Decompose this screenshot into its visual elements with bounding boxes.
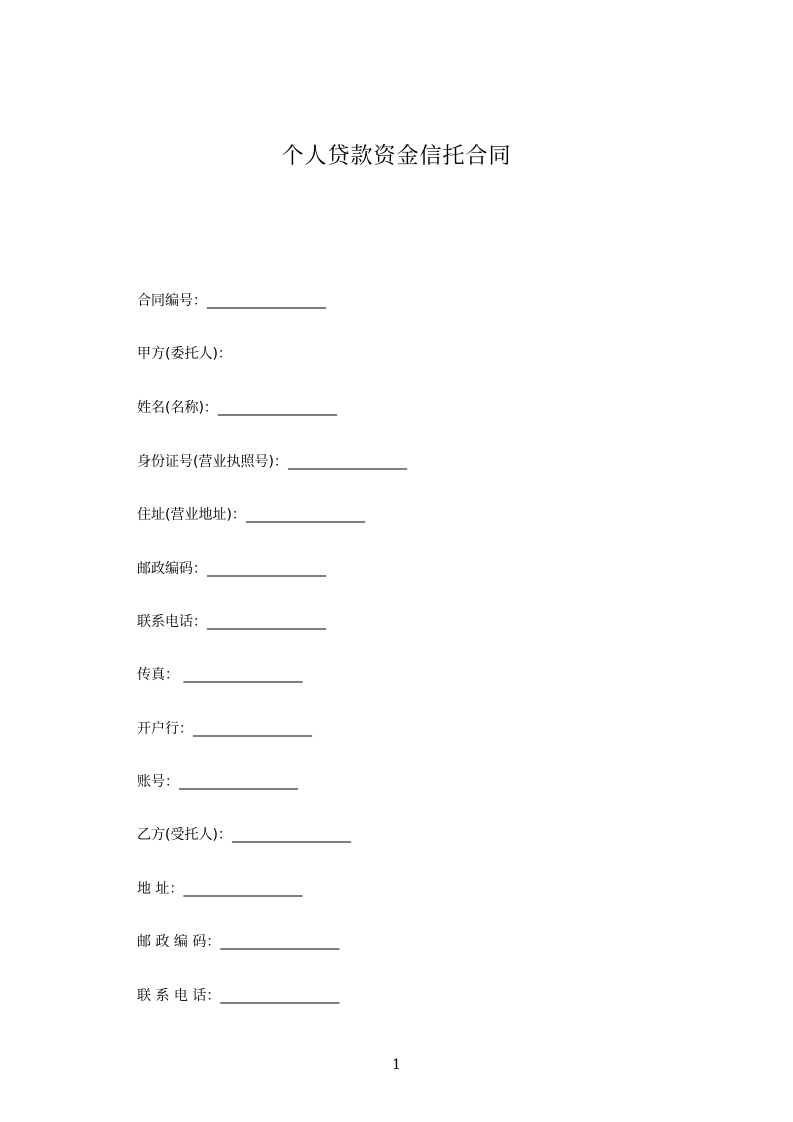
fill-blank: _________________ [183,881,303,897]
field-party-b-phone [137,986,339,1006]
field-label: 邮政编码： [137,561,207,577]
field-party-a-heading [137,344,232,364]
field-contract-number [137,291,326,311]
field-party-a-fax [137,665,302,685]
fill-blank: _________________ [220,934,340,950]
field-label: 账号： [137,774,179,790]
fill-blank: _________________ [231,827,351,843]
fill-blank: _________________ [287,454,407,470]
fill-blank: _________________ [207,293,326,309]
field-party-a-address [137,505,365,525]
fill-blank: _________________ [220,988,340,1004]
field-label: 联系电话： [137,614,207,630]
field-label: 住址(营业地址)： [137,507,246,523]
field-label: 乙方(受托人)： [137,827,232,843]
fill-blank: _________________ [179,667,303,683]
fill-blank: _________________ [207,614,326,630]
fill-blank: _________________ [217,400,337,416]
field-party-b-postcode [137,932,339,952]
field-label: 联 系 电 话： [137,988,221,1004]
field-label: 合同编号： [137,293,207,309]
document-title: 个人贷款资金信托合同 [281,144,512,169]
field-label: 身份证号(营业执照号)： [137,454,288,470]
fill-blank: _________________ [245,507,365,523]
field-label: 传真： [137,667,179,683]
fill-blank: _________________ [179,774,298,790]
field-party-a-name [137,398,337,418]
field-party-a-postcode [137,559,326,579]
field-party-a-phone [137,612,326,632]
field-label: 邮 政 编 码： [137,934,221,950]
fill-blank: _________________ [207,561,326,577]
field-label: 地 址： [137,881,184,897]
field-party-a-account [137,772,298,792]
fill-blank: _________________ [193,721,312,737]
page-number: 1 [392,1057,401,1073]
field-party-a-bank [137,719,312,739]
field-party-a-id-number [137,452,407,472]
field-label: 姓名(名称)： [137,400,218,416]
field-party-b-address [137,879,302,899]
field-party-b-heading [137,825,351,845]
field-label: 开户行： [137,721,193,737]
field-label: 甲方(委托人)： [137,346,232,362]
